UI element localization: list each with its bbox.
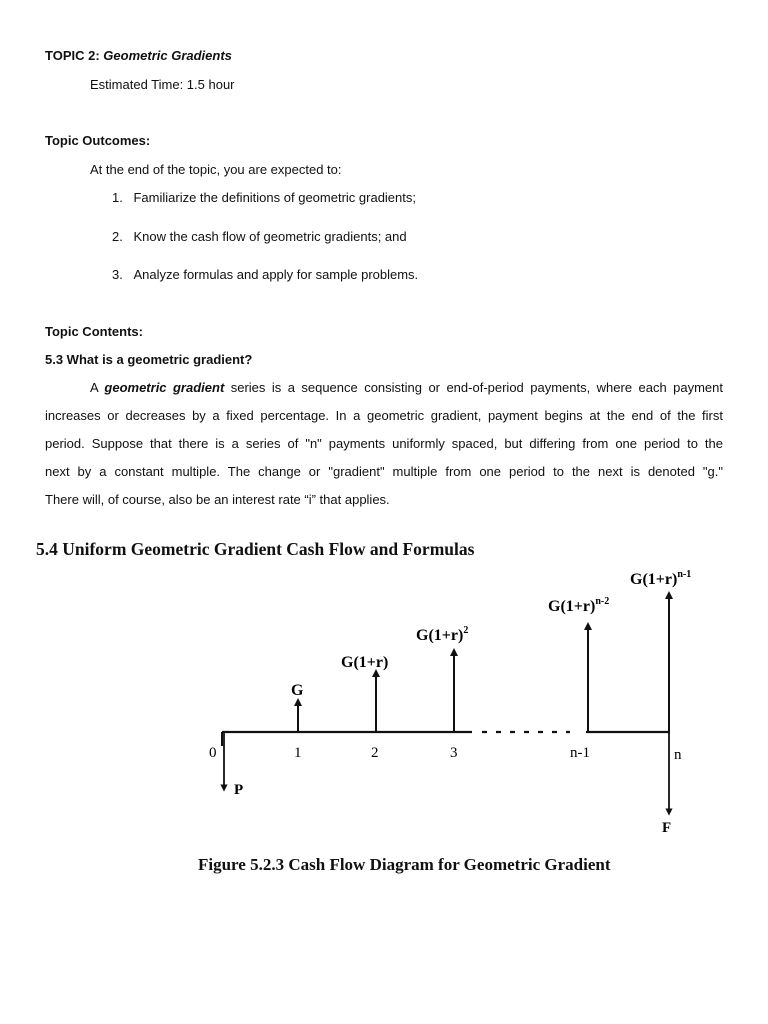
period-label-0: 0: [209, 745, 217, 761]
outcome-number: 1.: [112, 190, 123, 205]
outcomes-heading: Topic Outcomes:: [45, 133, 151, 148]
definition-paragraph: [45, 374, 723, 514]
figure-caption: Figure 5.2.3 Cash Flow Diagram for Geometric Gradient: [198, 855, 611, 874]
period-label-3: 3: [450, 745, 458, 761]
payment-label-1: G: [291, 682, 304, 699]
outcome-number: 3.: [112, 267, 123, 282]
outcome-number: 2.: [112, 229, 123, 244]
period-label-n-1: n-1: [570, 745, 590, 761]
section-title-5-3: 5.3 What is a geometric gradient?: [45, 352, 253, 367]
future-label: F: [662, 820, 672, 836]
term-geometric-gradient: geometric gradient: [104, 380, 225, 395]
payment-label-n: $G(1+r)^{n-1}$: [630, 569, 692, 588]
outcomes-intro: At the end of the topic, you are expected to:: [90, 162, 342, 177]
cash-flow-diagram: [0, 560, 768, 880]
outcome-text: Know the cash flow of geometric gradients; and: [133, 229, 407, 244]
payment-label-2: G(1+r): [341, 654, 389, 671]
outcome-item-2: [112, 229, 407, 245]
period-label-2: 2: [371, 745, 379, 761]
payment-label-3: $G(1+r)^2$: [416, 625, 469, 644]
present-label: P: [234, 782, 244, 798]
period-label-1: 1: [294, 745, 302, 761]
paragraph-line: A geometric gradient series is a sequence consisting or end-of-period payments, where each payment: [90, 380, 724, 395]
topic-label: TOPIC 2:: [45, 48, 100, 63]
section-title-5-4: 5.4 Uniform Geometric Gradient Cash Flow and Formulas: [36, 539, 475, 559]
paragraph-line: period. Suppose that there is a series of "n" payments uniformly spaced, but differing from one period to the: [45, 436, 723, 451]
paragraph-line: increases or decreases by a fixed percentage. In a geometric gradient, payment begins at the end of the first: [45, 408, 723, 423]
topic-name: Geometric Gradients: [103, 48, 232, 63]
outcome-text: Analyze formulas and apply for sample problems.: [133, 267, 419, 282]
payment-label-n-1: $G(1+r)^{n-2}$: [548, 596, 610, 615]
outcome-text: Familiarize the definitions of geometric gradients;: [133, 190, 416, 205]
estimated-time: Estimated Time: 1.5 hour: [90, 77, 235, 92]
topic-title: [45, 48, 232, 64]
paragraph-line: There will, of course, also be an interest rate “i” that applies.: [45, 492, 390, 507]
contents-heading: Topic Contents:: [45, 324, 143, 339]
period-label-n: n: [674, 747, 682, 763]
outcome-item-3: [112, 267, 418, 283]
paragraph-line: next by a constant multiple. The change or "gradient" multiple from one period to the next is denoted "g.": [45, 464, 723, 479]
outcome-item-1: [112, 190, 416, 206]
